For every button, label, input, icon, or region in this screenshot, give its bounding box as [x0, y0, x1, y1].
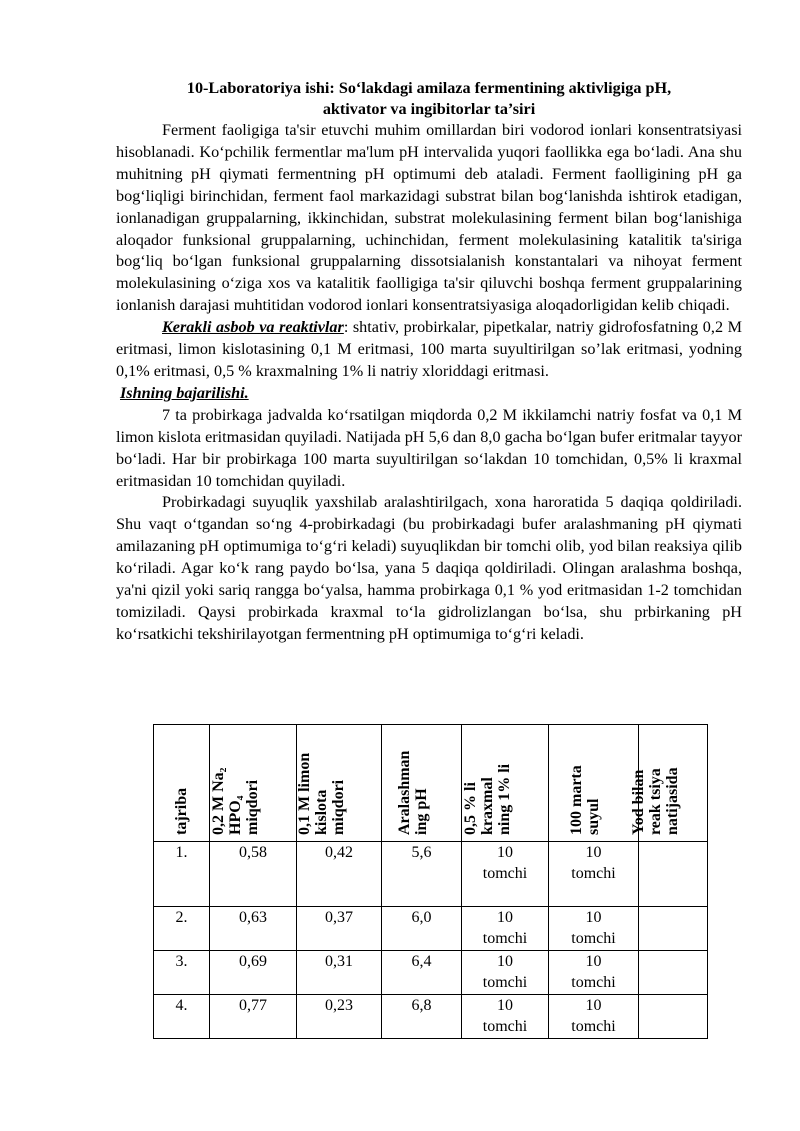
table-cell: 1.: [154, 842, 210, 907]
table-cell: 10 tomchi: [462, 995, 549, 1039]
paragraph-procedure-1: 7 ta probirkaga jadvalda ko‘rsatilgan miqdorda 0,2 M ikkilamchi natriy fosfat va 0,1 M limon kislota eritmasidan quyiladi. Natijada pH 5,6 dan 8,0 gacha bo‘lgan bufer eritmalar tayyor bo‘ladi. Har bir probirkaga 100 marta suyultirilgan so‘lakdan 10 tomchidan, 0,5% li kraxmal eritmasidan 10 tomchidan quyiladi.: [116, 405, 742, 490]
table-cell: 10 tomchi: [549, 995, 639, 1039]
paragraph-intro: Ferment faoligiga ta'sir etuvchi muhim omillardan biri vodorod ionlari konsentratsiyasi hisoblanadi. Ko‘pchilik fermentlar ma'lum pH intervalida yuqori faollikka ega bo‘ladi. Ana shu muhitning pH qiymati fermentning pH optimumi deb ataladi. Ferment faolligining pH ga bog‘liqligi birinchidan, ferment faol markazidagi substrat bilan bog‘lanishda ishtirok etadigan, ionlanadigan gruppalarning, ikkinchidan, substrat molekulasining ferment bilan bog‘lanishiga aloqador funksional gruppalarning, uchinchidan, ferment molekulasining katalitik ta'siriga bog‘liq bo‘lgan funksional gruppalarning dissotsialanish konstantalari va nihoyat ferment molekulasining o‘ziga xos va katalitik faolligiga ta'sir qiluvchi boshqa ferment gruppalarining ionlanish darajasi muhtitidan vodorod ionlari konsentratsiyasiga aloqadorligidan kelib chiqadi.: [116, 121, 742, 315]
table-cell: [639, 995, 708, 1039]
table-cell: 0,77: [210, 995, 297, 1039]
paragraph-procedure-2: Probirkadagi suyuqlik yaxshilab aralashtirilgach, xona haroratida 5 daqiqa qoldiriladi. Shu vaqt o‘tgandan so‘ng 4-probirkadagi (bu probirkadagi bufer aralashmaning pH qiymati amilazaning pH optimumiga to‘g‘ri keladi) suyuqlikdan bir tomchi olib, yod bilan reaksiya qilib ko‘riladi. Agar ko‘k rang paydo bo‘lsa, yana 5 daqiqa qoldiriladi. Olingan aralashma boshqa, ya'ni qizil yoki sariq rangga bo‘yalsa, hamma probirkaga 0,1 % yod eritmasidan 1-2 tomchidan tomiziladi. Qaysi probirkada kraxmal to‘la gidrolizlangan bo‘lsa, shu prbirkaning pH ko‘rsatkichi tekshirilayotgan fermentning pH optimumiga to‘g‘ri keladi.: [116, 493, 742, 643]
paragraph-reagents: [116, 317, 742, 383]
table-cell: 6,0: [382, 907, 462, 951]
reagents-text: shtativ, probirkalar, pipetkalar, natriy gidrofosfatning 0,2 M eritmasi, limon kislotasining 0,1 M eritmasi, 100 marta suyultirilgan so’lak eritmasi, yodning 0,1% eritmasi, 0,5 % kraxmalning 1% li natriy xloriddagi eritmasi.: [116, 318, 742, 380]
reagents-label: Kerakli asbob va reaktivlar: [162, 318, 344, 337]
header-cell: [154, 725, 210, 842]
table-cell: 10 tomchi: [462, 951, 549, 995]
header-label: Yod bilan reak tsiya natijasida: [630, 767, 681, 835]
table-cell: 10 tomchi: [549, 951, 639, 995]
table-cell: 3.: [154, 951, 210, 995]
header-cell: [382, 725, 462, 842]
table-row: [154, 842, 708, 907]
header-cell: [297, 725, 382, 842]
table-cell: 0,31: [297, 951, 382, 995]
table-row: [154, 907, 708, 951]
header-cell: [462, 725, 549, 842]
table-cell: 0,69: [210, 951, 297, 995]
reagents-colon: :: [343, 318, 349, 337]
table-cell: 0,63: [210, 907, 297, 951]
table-cell: 0,37: [297, 907, 382, 951]
table-cell: 6,4: [382, 951, 462, 995]
header-label: 0,5 % li kraxmal ning 1% li: [462, 763, 513, 835]
title-line-2: aktivator va ingibitorlar ta’siri: [322, 100, 536, 118]
header-cell: [210, 725, 297, 842]
table-cell: 0,23: [297, 995, 382, 1039]
experiment-table: [153, 724, 708, 1039]
table-cell: 10 tomchi: [462, 842, 549, 907]
table-cell: [639, 842, 708, 907]
header-label: 100 marta suyul: [567, 765, 602, 835]
header-label: Aralashman ing pH: [395, 750, 430, 835]
table-cell: 10 tomchi: [549, 907, 639, 951]
table-cell: 4.: [154, 995, 210, 1039]
header-cell: [549, 725, 639, 842]
table-cell: 2.: [154, 907, 210, 951]
document-page: [116, 78, 742, 646]
header-label: 0,2 M Na₂ HPO₄ miqdori: [210, 767, 261, 835]
table-cell: [639, 907, 708, 951]
procedure-label: Ishning bajarilishi.: [120, 383, 249, 402]
table-cell: 10 tomchi: [549, 842, 639, 907]
table-header-row: [154, 725, 708, 842]
table-cell: [639, 951, 708, 995]
table-cell: 0,58: [210, 842, 297, 907]
header-label: tajriba: [172, 787, 190, 835]
title-line-1: 10-Laboratoriya ishi: So‘lakdagi amilaza fermentining aktivligiga pH,: [186, 79, 672, 97]
table-cell: 0,42: [297, 842, 382, 907]
header-label: 0,1 M limon kislota miqdori: [296, 752, 347, 835]
table-cell: 6,8: [382, 995, 462, 1039]
procedure-heading: [116, 383, 742, 405]
header-cell: [630, 725, 708, 842]
table-row: [154, 995, 708, 1039]
table-cell: 10 tomchi: [462, 907, 549, 951]
table-cell: 5,6: [382, 842, 462, 907]
table-row: [154, 951, 708, 995]
